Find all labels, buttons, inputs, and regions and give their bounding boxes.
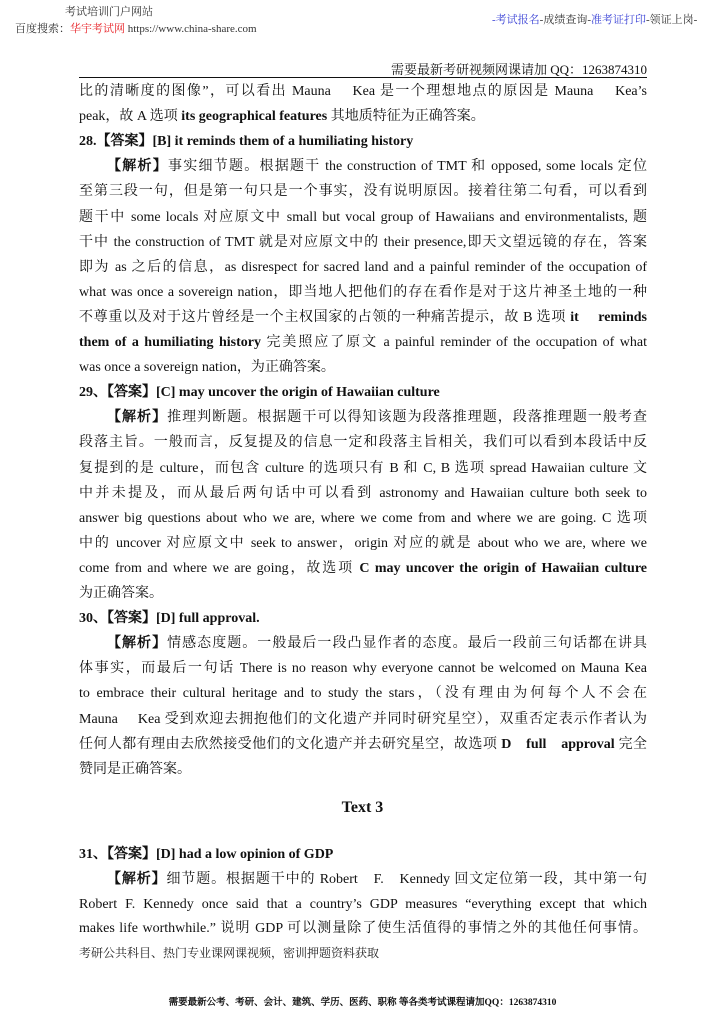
text-segment: 完美照应了原文 a painful reminder of the occupation of what [261,335,647,350]
bold-text: it reminds [570,309,647,325]
bold-text: them of a humiliating history [79,335,261,350]
text-line [79,736,647,754]
text-segment: 推理判断题。根据题干可以得知该题为段落推理题，段落推理题一般考查 [167,410,648,426]
text-segment: 至第三段一句，但是第一句只是一个事实，没有说明原因。接着往第二句看，可以看到 [79,184,647,200]
section-heading: Text 3 [341,799,384,816]
text-segment: 干中 the construction of TMT 就是对应原文中的 their presence,即天文望远镜的存在，答案 [79,234,647,250]
nav-certificate[interactable]: -领证上岗- [646,14,698,26]
text-segment: 事实细节题。根据题干 the construction of TMT 和 opposed, some locals 定位 [167,159,648,175]
text-segment: 情感态度题。一般最后一段凸显作者的态度。最后一段前三句话都在讲具 [167,636,648,652]
footer-notice: 需要最新公考、考研、会计、建筑、学历、医药、职称 等各类考试课程请加QQ：1263874310 [168,998,557,1008]
bold-text: 【解析】 [107,410,168,426]
text-segment: 段落主旨。一般而言，反复提及的信息一定和段落主旨相关，我们可以看到本段话中反 [79,435,647,451]
text-line [79,309,647,327]
text-segment: 复提到的是 culture，而包含 culture 的选项只有 B 和 C, B 选项 spread Hawaiian culture 文 [79,460,647,476]
text-segment: come from and where we are going，故选项 [79,560,360,576]
text-line [79,685,647,703]
text-segment: Robert F. Kennedy once said that a country’s GDP measures “everything except that which [79,896,647,912]
text-segment: 不尊重以及对于这片曾经是一个主权国家的占领的一种痛苦提示，故 B 选项 [79,309,571,325]
text-line [79,334,647,352]
text-segment: answer big questions about who we are, where we come from and where we are going. C 选项 [79,510,647,526]
qq-notice: 需要最新考研视频网课请加 QQ：1263874310 [390,62,647,77]
site-title: 考试培训门户网站 [65,6,153,18]
bold-text: 29、【答案】[C] may uncover the origin of Hawaiian culture [79,385,440,401]
text-line [79,871,647,889]
text-line [79,610,647,628]
text-line [79,234,647,252]
text-line [79,585,647,603]
text-segment: makes life worthwhile.” 说明 GDP 可以测量除了使生活值得的事情之外的其他任何事情。 [79,921,647,937]
bold-text: 31、【答案】[D] had a low opinion of GDP [79,847,334,862]
brand-link[interactable]: 华宇考试网 [70,23,125,35]
text-segment: 任何人都有理由去欣然接受他们的文化遗产并去研究星空，故选项 [79,736,502,752]
text-segment: 赞同是正确答案。 [79,761,191,777]
text-line [79,108,647,126]
search-label: 百度搜索： [15,23,70,35]
text-line [79,133,647,151]
text-line [79,635,647,653]
text-line [79,434,647,452]
text-segment: 即为 as 之后的信息，as disrespect for sacred land and a painful reminder of the occupation of [79,259,647,275]
text-line [79,485,647,503]
bold-text: 【解析】 [107,871,167,887]
text-line [79,158,647,176]
text-line [79,409,647,427]
text-line [79,384,647,402]
bold-text: its geographical features [181,109,328,125]
text-line [79,359,647,377]
bold-text: 【解析】 [107,159,168,175]
text-segment: peak，故 A 选项 [79,109,182,125]
text-line [79,510,647,528]
text-line [79,183,647,201]
text-segment: was once a sovereign nation，为正确答案。 [79,360,335,376]
bold-text: 28.【答案】[B] it reminds them of a humiliating history [79,134,414,150]
text-segment: 比的清晰度的图像”，可以看出 Mauna Kea 是一个理想地点的原因是 Mauna Kea’s [79,84,647,99]
nav-exam-signup[interactable]: 考试报名 [495,14,540,26]
text-line [79,535,647,553]
text-line [79,660,647,678]
bold-text: D full approval [501,736,615,752]
text-line [79,460,647,478]
text-segment: 中的 uncover 对应原文中 seek to answer，origin 对应的就是 about who we are, where we [79,535,647,551]
text-line [79,209,647,227]
text-line [79,259,647,277]
top-nav [492,11,697,27]
nav-dash: - [492,14,496,26]
text-line [79,284,647,302]
text-segment: 为正确答案。 [79,586,163,601]
site-url[interactable]: https://www.china-share.com [127,23,257,35]
search-hint [15,20,257,36]
text-segment: 体事实，而最后一句话 There is no reason why everyone cannot be welcomed on Mauna Kea [79,661,647,677]
bold-text: 【解析】 [107,636,168,652]
text-segment: 完全 [614,736,648,752]
promo-note: 考研公共科目、热门专业课网课视频，密训押题资料获取 [79,946,380,960]
bold-text: 30、【答案】[D] full approval. [79,611,260,627]
text-line [79,920,647,938]
text-line [79,560,647,578]
text-line [79,846,647,864]
text-line [79,761,647,779]
bold-text: C may uncover the origin of Hawaiian culture [359,560,648,576]
text-segment: 其地质特征为正确答案。 [327,109,485,125]
text-segment: 细节题。根据题干中的 Robert F. Kennedy 回文定位第一段，其中第一句 [166,871,648,887]
text-segment: to embrace their cultural heritage and to study the stars，（没有理由为何每个人不会在 [79,686,647,702]
nav-admission-ticket[interactable]: 准考证打印 [591,14,646,26]
text-line [79,83,647,101]
text-segment: 题干中 some locals 对应原文中 small but vocal group of Hawaiians and environmentalists, 题 [79,209,647,225]
text-segment: what was once a sovereign nation，即当地人把他们的存在看作是对于这片神圣土地的一种 [79,284,647,300]
text-segment: 中并未提及，而从最后两句话中可以看到 astronomy and Hawaiian culture both seek to [79,485,647,501]
nav-score-query[interactable]: -成绩查询- [539,14,591,26]
text-line [79,896,647,914]
text-segment: Mauna Kea 受到欢迎去拥抱他们的文化遗产并同时研究星空），双重否定表示作者认为 [79,711,647,727]
header-divider [79,77,647,78]
text-line [79,711,647,729]
